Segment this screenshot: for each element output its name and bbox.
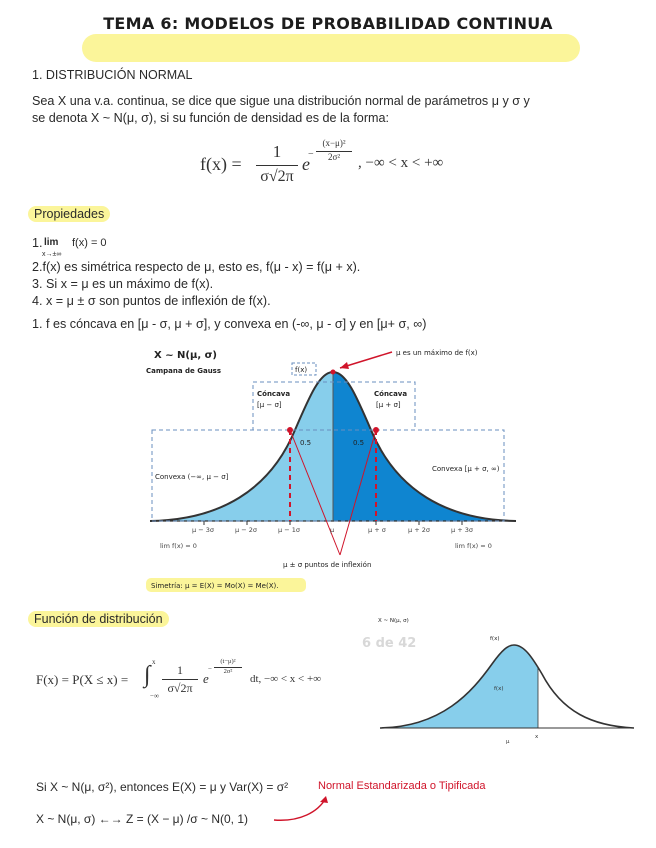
density-range: , −∞ < x < +∞ bbox=[358, 155, 444, 171]
distfun-exp-num: (t−μ)² bbox=[220, 658, 236, 665]
tick-label: μ + σ bbox=[368, 526, 386, 534]
prop-5: 1. f es cóncava en [μ - σ, μ + σ], y convexa en (-∞, μ - σ] y en [μ+ σ, ∞) bbox=[32, 317, 427, 331]
half-right: 0.5 bbox=[353, 439, 365, 447]
integral-lower: −∞ bbox=[150, 692, 159, 700]
distfun-lhs: F(x) = P(X ≤ x) = bbox=[36, 672, 129, 687]
tick-label: μ bbox=[330, 526, 335, 534]
intro-line-2: se denota X ~ N(μ, σ), si su función de densidad es de la forma: bbox=[32, 111, 390, 125]
gauss-diagram bbox=[140, 340, 520, 600]
std-arrow-head bbox=[320, 796, 328, 803]
distfun-exp-minus: − bbox=[208, 665, 212, 673]
small-fx-inner: f(x) bbox=[494, 686, 504, 692]
distfun-exp-den: 2σ² bbox=[223, 668, 233, 675]
dist-label: X ~ N(μ, σ) bbox=[154, 350, 217, 361]
prop-4: 4. x = μ ± σ son puntos de inflexión de f(x). bbox=[32, 294, 271, 308]
tick-label: μ + 2σ bbox=[408, 526, 430, 534]
max-point bbox=[331, 370, 336, 375]
distfun-num: 1 bbox=[177, 663, 183, 677]
concava-left-label: Cóncava bbox=[257, 390, 291, 398]
integral-sign: ∫ bbox=[144, 662, 151, 688]
normal-moments: Si X ~ N(μ, σ²), entonces E(X) = μ y Var(X) = σ² bbox=[36, 780, 289, 794]
distfun-rest: dt, −∞ < x < +∞ bbox=[250, 673, 322, 685]
exp-den: 2σ² bbox=[327, 152, 341, 162]
normal-standardized-label: Normal Estandarizada o Tipificada bbox=[318, 780, 486, 792]
distribution-formula bbox=[36, 656, 366, 706]
distfun-den: σ√2π bbox=[167, 681, 193, 695]
page-title: TEMA 6: MODELOS DE PROBABILIDAD CONTINUA bbox=[103, 14, 553, 33]
convexa-left-label: Convexa (−∞, μ − σ] bbox=[155, 473, 229, 481]
convexa-right-label: Convexa [μ + σ, ∞) bbox=[432, 465, 500, 473]
concava-left-interval: [μ − σ] bbox=[257, 401, 282, 409]
section-heading: 1. DISTRIBUCIÓN NORMAL bbox=[32, 68, 193, 82]
campana-label: Campana de Gauss bbox=[146, 367, 222, 375]
distribution-chart bbox=[372, 612, 642, 752]
lim-right: lim f(x) = 0 bbox=[455, 542, 492, 550]
fraction-bar bbox=[256, 165, 298, 166]
concava-right-interval: [μ + σ] bbox=[376, 401, 401, 409]
max-note: μ es un máximo de f(x) bbox=[396, 349, 478, 357]
title-highlight bbox=[82, 34, 580, 62]
concava-right-label: Cóncava bbox=[374, 390, 408, 398]
std-arrow bbox=[270, 792, 350, 828]
lim-left: lim f(x) = 0 bbox=[160, 542, 197, 550]
cdf-area bbox=[380, 645, 538, 728]
max-arrow-head bbox=[340, 362, 349, 369]
half-left: 0.5 bbox=[300, 439, 312, 447]
tick-label: μ + 3σ bbox=[451, 526, 473, 534]
density-den: σ√2π bbox=[260, 168, 294, 185]
simetria-text: Simetría: μ = E(X) = Mo(X) = Me(X). bbox=[151, 582, 279, 590]
prop-1: 1. lim x→±∞ f(x) = 0 bbox=[32, 236, 107, 258]
tick-label: μ − 1σ bbox=[278, 526, 300, 534]
intro-line-1: Sea X una v.a. continua, se dice que sigue una distribución normal de parámetros μ y σ y bbox=[32, 94, 530, 108]
props-heading: Propiedades bbox=[28, 207, 110, 221]
prop-3: 3. Si x = μ es un máximo de f(x). bbox=[32, 277, 214, 291]
small-mu-label: μ bbox=[506, 739, 510, 745]
inflex-note: μ ± σ puntos de inflexión bbox=[283, 561, 372, 569]
integral-upper: x bbox=[152, 658, 156, 666]
fx-label: f(x) bbox=[295, 366, 308, 374]
distfun-bar bbox=[162, 679, 198, 680]
density-lhs: f(x) = bbox=[200, 154, 242, 174]
small-x-label: x bbox=[535, 734, 539, 740]
density-e: e bbox=[302, 154, 310, 174]
density-num: 1 bbox=[272, 142, 282, 161]
small-fx-label: f(x) bbox=[490, 636, 500, 642]
distfun-heading: Función de distribución bbox=[28, 612, 169, 626]
exp-minus: − bbox=[308, 149, 314, 160]
std-arrow-line bbox=[274, 798, 326, 820]
page-counter: 6 de 42 bbox=[362, 636, 417, 651]
small-chart-label: X ~ N(μ, σ) bbox=[378, 618, 409, 624]
density-formula bbox=[200, 140, 500, 196]
distfun-e: e bbox=[203, 671, 209, 686]
prop-2: 2.f(x) es simétrica respecto de μ, esto es, f(μ - x) = f(μ + x). bbox=[32, 260, 361, 274]
tick-label: μ − 2σ bbox=[235, 526, 257, 534]
exp-num: (x−μ)² bbox=[322, 138, 346, 148]
tick-label: μ − 3σ bbox=[192, 526, 214, 534]
standardization: X ~ N(μ, σ) ←→ Z = (X − μ) /σ ~ N(0, 1) bbox=[36, 812, 249, 826]
tick-labels bbox=[192, 526, 473, 534]
